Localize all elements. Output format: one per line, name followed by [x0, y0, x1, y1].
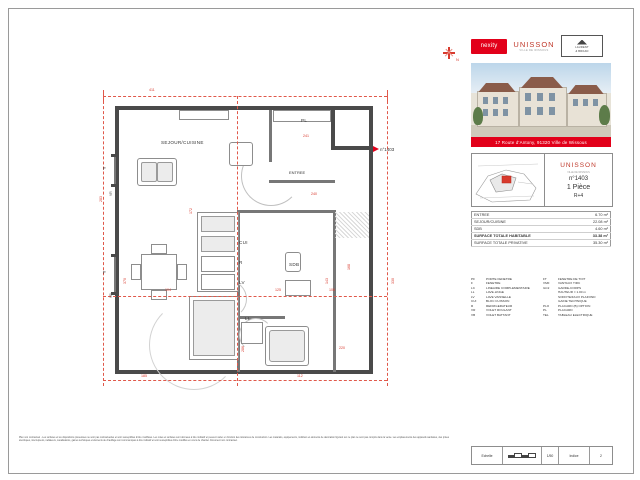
- photo-window: [525, 107, 531, 115]
- dim-v-3: 286: [241, 346, 245, 352]
- table-row: [472, 219, 611, 226]
- dim-v-4: 143: [325, 278, 329, 284]
- nexity-logo: nexity: [471, 39, 507, 54]
- code-f-lower: F: [103, 270, 107, 275]
- washbasin: [285, 280, 311, 296]
- surface-table: [471, 211, 611, 247]
- lot-flag-arrow-icon: [373, 146, 379, 152]
- surface-value: 6.70 m²: [577, 212, 611, 219]
- wall-right-notch: [331, 106, 335, 150]
- photo-window: [503, 97, 508, 104]
- code-pl: PL: [301, 118, 308, 123]
- wall-window-recess-upper2: [111, 184, 119, 187]
- surface-label: SEJOUR/CUISINE: [472, 219, 577, 226]
- site-key-plan: [472, 154, 545, 206]
- wall-left: [115, 106, 119, 374]
- legend-text: PLACARD: [558, 308, 573, 313]
- lot-rooms: 1 Pièce: [566, 183, 591, 191]
- partition-bath-top: [239, 210, 335, 213]
- legend-text: LINEAIRE COMPLEMENTAIRE: [486, 285, 530, 290]
- legend-key: LV: [471, 294, 475, 299]
- lot-unisson-sub: VILLE DE WISSOUS: [567, 170, 590, 174]
- window-glazing-lower: [114, 257, 116, 292]
- photo-window: [503, 109, 508, 116]
- dim-tick-top-right: [387, 90, 388, 102]
- key-plan-graphic: [472, 154, 544, 206]
- floor-plan-drawing: [89, 84, 419, 394]
- legend-key: LC: [471, 285, 475, 290]
- table-row-total: [472, 233, 611, 240]
- indice-value: 2: [600, 453, 602, 458]
- dim-v-1: 370: [123, 278, 127, 284]
- unisson-logo-sub: VILLE DE WISSOUS: [519, 49, 549, 52]
- wall-right-notch-bottom: [335, 146, 373, 150]
- armchair: [229, 142, 253, 166]
- code-vr-upper: VR: [109, 191, 113, 196]
- surface-label: SDB: [472, 226, 577, 233]
- legend-text: BLOC CUISSON: [486, 299, 510, 304]
- sofa-cushion-right: [157, 162, 173, 182]
- total-label: SURFACE TOTALE HABITABLE: [472, 233, 577, 240]
- legend-text: FENETRE DE TOIT: [558, 277, 586, 281]
- partner-logo-line2: & BROAD: [575, 49, 589, 53]
- photo-window: [549, 107, 555, 115]
- legend-key: CUI: [471, 299, 477, 304]
- lot-floor: R+4: [573, 192, 584, 199]
- legend-column-left: [471, 277, 539, 317]
- title-block: [471, 446, 613, 465]
- compass-north-label: N: [456, 57, 459, 62]
- legend-text: LAVE VAISSELLE: [486, 294, 511, 299]
- photo-tree: [599, 105, 610, 125]
- lot-info: [545, 154, 612, 206]
- dim-chain-mid: [103, 296, 387, 297]
- surface-label: ENTREE: [472, 212, 577, 219]
- legend-key: PF: [471, 277, 475, 281]
- dim-chain-left: [103, 96, 107, 386]
- surface-value: 22.08 m²: [577, 219, 611, 226]
- legend-key: TEL: [543, 312, 549, 317]
- dim-h-7: 185: [141, 374, 147, 378]
- legend-text: PORTE FENETRE: [486, 277, 512, 281]
- plan-sheet: [8, 8, 634, 474]
- dining-chair-top: [151, 244, 167, 254]
- window-glazing-upper: [114, 157, 116, 184]
- legend-column-right: [543, 277, 611, 317]
- code-ll: LL: [245, 316, 251, 321]
- legend-text: FENETRE: [486, 281, 501, 286]
- dim-h-3: 125: [275, 288, 281, 292]
- room-label-sdb: SDB: [289, 262, 300, 267]
- code-lv: LV: [239, 280, 245, 285]
- photo-window: [537, 93, 543, 101]
- partner-logo: [561, 35, 603, 57]
- legend-key: FT: [543, 277, 547, 281]
- code-vr-lower: VR: [109, 293, 113, 298]
- photo-window: [493, 109, 498, 116]
- dim-chain-bottom: [103, 380, 387, 381]
- footer-disclaimer: Plan non contractuel - Les surfaces et les dispositions présentées ne sont pas contractuelles et sont susceptibles d'être modifiées. Les cotes et surfaces sont données à titre indicatif et peuvent varier en fonction des tolérances de construction. Les matériels, équipements, mobiliers et éléments de décoration figurant sur ce plan ne sont pas compris dans la vente. Les emplacements des appareils sanitaires, des prises électriques, interrupteurs, radiateurs, canalisations, gaines techniques et éléments de chauffage sont communiqués à titre indicatif et sont susceptibles d'être modifiés en cours de chantier. Document non contractuel.: [19, 437, 449, 443]
- dim-h-5: 106: [329, 288, 335, 292]
- dining-table: [141, 254, 177, 290]
- photo-window: [573, 99, 578, 106]
- code-r: R: [239, 260, 243, 265]
- lot-flag-label: n°1403: [380, 146, 395, 152]
- building-photograph: [471, 63, 611, 137]
- sheet-right-column: [471, 33, 611, 317]
- legend-key: VMF: [543, 281, 550, 286]
- indice-label: Indice: [559, 447, 590, 464]
- photo-window: [525, 93, 531, 101]
- total-label: SURFACE TOTALE PRIVATIVE: [472, 240, 577, 247]
- legend-key: VB: [471, 312, 476, 317]
- legend-key: R: [471, 303, 474, 308]
- fridge: [201, 256, 235, 272]
- legend-text: GAINE TECHNIQUE: [558, 299, 587, 304]
- legend-text: PLACARD (B) OPTION: [558, 303, 591, 308]
- photo-tree: [473, 107, 483, 125]
- scale-value: 1/50: [542, 447, 559, 464]
- compass-star-icon: [439, 43, 465, 69]
- dim-v-6: 330: [391, 278, 395, 284]
- legend-text: VOLET BATTANT: [486, 312, 511, 317]
- partner-roof-icon: [577, 40, 587, 45]
- dim-chain-top: [103, 96, 387, 97]
- photo-window: [583, 99, 588, 106]
- legend-text: REFRIGERATEUR: [486, 303, 513, 308]
- kitchen-sink: [201, 216, 235, 232]
- photo-window: [537, 107, 543, 115]
- dim-h-0: 411: [149, 88, 155, 92]
- dishwasher: [201, 274, 235, 290]
- photo-window: [593, 99, 598, 106]
- dim-h-2: 240: [311, 192, 317, 196]
- technical-shaft: [335, 212, 369, 238]
- photo-window: [483, 109, 488, 116]
- lot-unisson-logo: UNISSON: [560, 161, 597, 169]
- legend-text: SOFFITE/FAUX PLAFOND: [558, 294, 596, 299]
- code-cui: CUI: [239, 240, 248, 245]
- dim-h-8: 112: [297, 374, 303, 378]
- surface-value: 4.60 m²: [577, 226, 611, 233]
- unisson-logo-name: UNISSON: [513, 40, 555, 49]
- kitchen-swing-arc: [149, 300, 239, 390]
- project-address: 17 Route d'Antony, 91320 Ville de Wissous: [471, 137, 611, 147]
- dim-h-6: 220: [339, 346, 345, 350]
- scale-bar-graphic: [508, 453, 536, 458]
- door-leaf-entry: [270, 180, 298, 182]
- lot-number-flag: [373, 146, 394, 152]
- scale-label: Echelle: [472, 447, 503, 464]
- photo-window: [493, 97, 498, 104]
- dim-chain-inner: [237, 96, 238, 386]
- dim-chain-right: [387, 96, 388, 386]
- legend-key: VR: [471, 308, 476, 313]
- dim-v-0: 283: [99, 196, 103, 202]
- table-row-total: [472, 240, 611, 247]
- legend-text: LAVE-LINGE: [486, 290, 504, 295]
- lot-identity-box: [471, 153, 613, 207]
- total-value: 35.30 m²: [577, 240, 611, 247]
- washing-machine: [241, 322, 263, 344]
- dining-chair-left: [131, 264, 141, 280]
- dim-h-4: 104: [165, 288, 171, 292]
- bathtub-inner: [269, 330, 305, 362]
- room-label-entree: ENTREE: [289, 170, 306, 175]
- room-label-sejour-cuisine: SEJOUR/CUISINE: [161, 140, 204, 145]
- legend-key: GC2: [543, 285, 550, 290]
- tv-unit: [179, 110, 229, 120]
- dining-chair-right: [177, 264, 187, 280]
- partner-logo-line1: LAURENT: [575, 45, 589, 49]
- total-value: 33.38 m²: [577, 233, 611, 240]
- legend-key: LL: [471, 290, 475, 295]
- legend-key: PLO: [543, 303, 550, 308]
- table-row: [472, 226, 611, 233]
- legend-item: [471, 313, 539, 317]
- legend-block: [471, 277, 611, 317]
- lot-number: n°1403: [568, 175, 589, 182]
- legend-text: TABLEAU ELECTRIQUE: [558, 312, 593, 317]
- photo-window: [483, 97, 488, 104]
- kitchen-hob: [201, 236, 235, 252]
- dim-v-5: 168: [347, 264, 351, 270]
- sofa-cushion-left: [141, 162, 157, 182]
- table-row: [472, 212, 611, 219]
- code-f-upper: F: [103, 166, 107, 171]
- legend-item: [543, 313, 611, 317]
- dim-v-2: 172: [189, 208, 193, 214]
- legend-key: F: [471, 281, 473, 286]
- legend-text: VOLET ROULANT: [486, 308, 512, 313]
- dim-h-1: 241: [303, 134, 309, 138]
- legend-text: VANTAUX TIRC: [558, 281, 581, 286]
- logo-row: [471, 33, 611, 59]
- photo-window: [549, 93, 555, 101]
- legend-text: HAUTEUR = 1.00 m: [558, 290, 586, 295]
- legend-key: PL: [543, 308, 547, 313]
- legend-text: GARDE-CORPS: [558, 285, 582, 290]
- unisson-logo: [511, 38, 557, 55]
- dim-tick-top-left: [103, 90, 104, 102]
- scale-bar: [503, 447, 542, 464]
